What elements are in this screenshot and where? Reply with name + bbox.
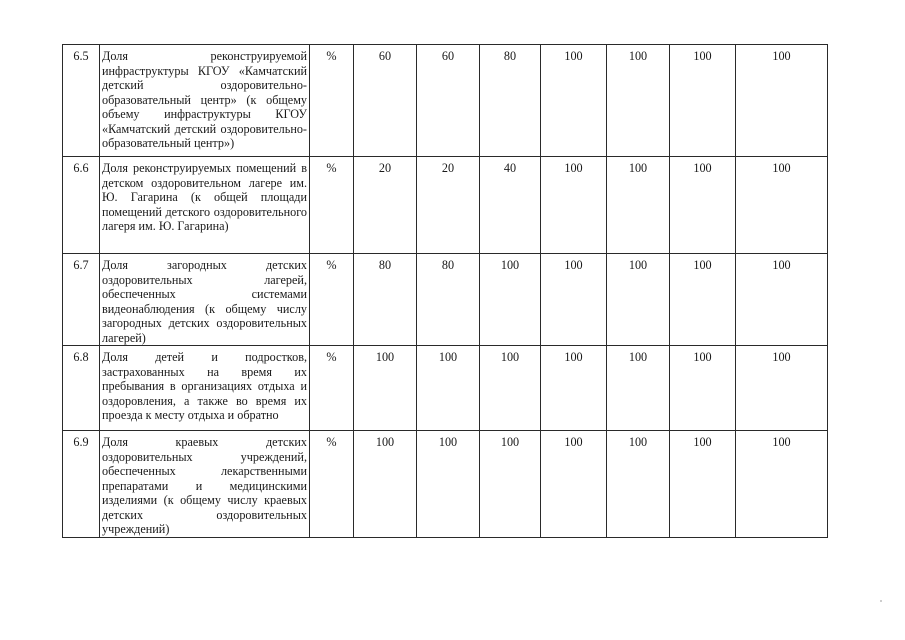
unit-cell: %	[310, 254, 354, 346]
unit-cell: %	[310, 431, 354, 538]
value-cell: 100	[607, 254, 670, 346]
value-cell: 100	[480, 431, 541, 538]
value-cell: 40	[480, 157, 541, 254]
value-cell: 100	[670, 431, 736, 538]
value-cell: 100	[354, 346, 417, 431]
value-cell: 20	[417, 157, 480, 254]
row-number: 6.8	[63, 346, 100, 431]
unit-cell: %	[310, 346, 354, 431]
value-cell: 100	[670, 346, 736, 431]
value-cell: 100	[736, 431, 828, 538]
value-cell: 100	[607, 346, 670, 431]
value-cell: 100	[417, 431, 480, 538]
indicator-description: Доля детей и подростков, застрахованных на время их пребывания в организациях отдыха и оздоровления, а также во время их проезда к месту отдыха и обратно	[100, 346, 310, 431]
value-cell: 100	[736, 157, 828, 254]
value-cell: 100	[607, 45, 670, 157]
value-cell: 100	[541, 45, 607, 157]
value-cell: 100	[670, 254, 736, 346]
value-cell: 100	[736, 254, 828, 346]
value-cell: 100	[607, 431, 670, 538]
value-cell: 100	[607, 157, 670, 254]
value-cell: 100	[670, 157, 736, 254]
value-cell: 60	[417, 45, 480, 157]
value-cell: 100	[670, 45, 736, 157]
value-cell: 80	[480, 45, 541, 157]
row-number: 6.9	[63, 431, 100, 538]
indicator-description: Доля реконструируемой инфраструктуры КГОУ «Камчатский детский оздоровительно-образовательный центр» (к общему объему инфраструктуры КГОУ «Камчатский детский оздоровительно-образовательный центр»)	[100, 45, 310, 157]
value-cell: 100	[736, 45, 828, 157]
table-row	[63, 346, 828, 431]
value-cell: 80	[354, 254, 417, 346]
scan-speck	[880, 600, 882, 602]
value-cell: 100	[541, 431, 607, 538]
table-row	[63, 254, 828, 346]
table-row	[63, 431, 828, 538]
row-number: 6.7	[63, 254, 100, 346]
indicators-table	[62, 44, 828, 538]
value-cell: 100	[354, 431, 417, 538]
row-number: 6.6	[63, 157, 100, 254]
value-cell: 20	[354, 157, 417, 254]
row-number: 6.5	[63, 45, 100, 157]
value-cell: 80	[417, 254, 480, 346]
value-cell: 100	[541, 157, 607, 254]
value-cell: 60	[354, 45, 417, 157]
value-cell: 100	[480, 254, 541, 346]
value-cell: 100	[736, 346, 828, 431]
indicator-description: Доля загородных детских оздоровительных лагерей, обеспеченных системами видеонаблюдения (к общему числу загородных детских оздоровительных лагерей)	[100, 254, 310, 346]
unit-cell: %	[310, 45, 354, 157]
value-cell: 100	[541, 254, 607, 346]
value-cell: 100	[480, 346, 541, 431]
table-row	[63, 45, 828, 157]
indicator-description: Доля краевых детских оздоровительных учреждений, обеспеченных лекарственными препаратами и медицинскими изделиями (к общему числу краевых детских оздоровительных учреждений)	[100, 431, 310, 538]
unit-cell: %	[310, 157, 354, 254]
value-cell: 100	[541, 346, 607, 431]
table-row	[63, 157, 828, 254]
indicator-description: Доля реконструируемых помещений в детском оздоровительном лагере им. Ю. Гагарина (к общей площади помещений детского оздоровительного лагеря им. Ю. Гагарина)	[100, 157, 310, 254]
value-cell: 100	[417, 346, 480, 431]
